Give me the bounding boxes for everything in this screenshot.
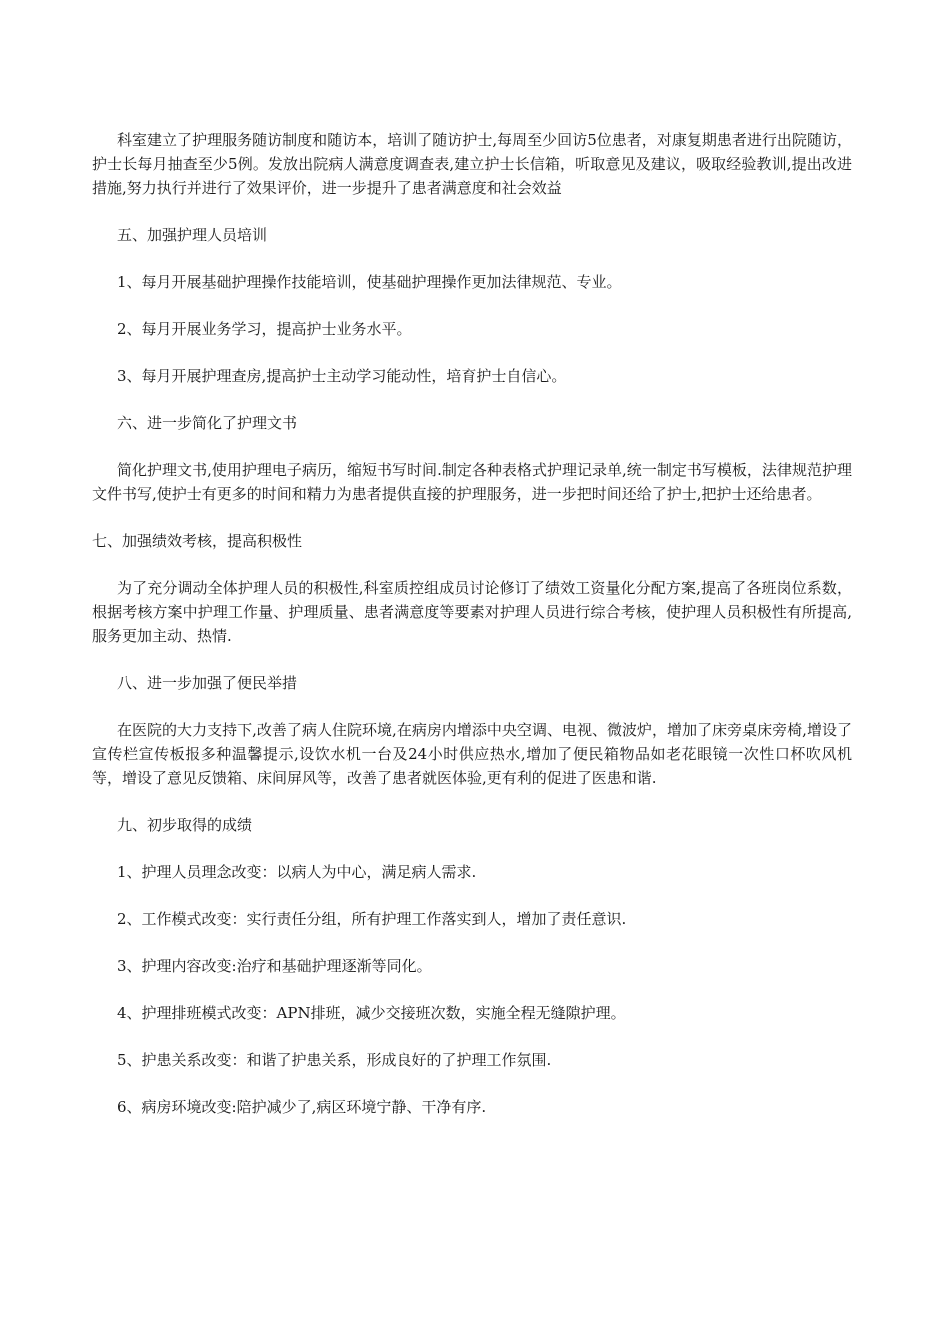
list-item: 2、每月开展业务学习，提高护士业务水平。	[117, 320, 412, 338]
paragraph-documents: 简化护理文书,使用护理电子病历，缩短书写时间.制定各种表格式护理记录单,统一制定书写模板，法律规范护理文件书写,使护士有更多的时间和精力为患者提供直接的护理服务，进一步把时间还给了护士,把护士还给患者。	[92, 461, 852, 503]
list-item: 3、护理内容改变:治疗和基础护理逐渐等同化。	[117, 957, 432, 975]
heading-section-9: 九、初步取得的成绩	[117, 816, 253, 834]
list-item: 1、护理人员理念改变：以病人为中心，满足病人需求.	[117, 863, 477, 881]
heading-section-8: 八、进一步加强了便民举措	[117, 674, 298, 692]
list-item: 5、护患关系改变：和谐了护患关系，形成良好的了护理工作氛围.	[117, 1051, 552, 1069]
heading-section-5: 五、加强护理人员培训	[117, 226, 268, 244]
paragraph-followup: 科室建立了护理服务随访制度和随访本，培训了随访护士,每周至少回访5位患者，对康复期患者进行出院随访，护士长每月抽查至少5例。发放出院病人满意度调查表,建立护士长信箱，听取意见及建议，吸取经验教训,提出改进措施,努力执行并进行了效果评价，进一步提升了患者满意度和社会效益	[92, 131, 852, 197]
document-page	[92, 128, 852, 1142]
list-item: 4、护理排班模式改变：APN排班，减少交接班次数，实施全程无缝隙护理。	[117, 1004, 626, 1022]
paragraph-convenience: 在医院的大力支持下,改善了病人住院环境,在病房内增添中央空调、电视、微波炉，增加了床旁桌床旁椅,增设了宣传栏宣传板报多种温馨提示,设饮水机一台及24小时供应热水,增加了便民箱物品如老花眼镜一次性口杯吹风机等，增设了意见反馈箱、床间屏风等，改善了患者就医体验,更有利的促进了医患和谐.	[92, 721, 852, 787]
heading-section-7: 七、加强绩效考核，提高积极性	[92, 532, 303, 550]
heading-section-6: 六、进一步简化了护理文书	[117, 414, 298, 432]
list-item: 3、每月开展护理查房,提高护士主动学习能动性，培育护士自信心。	[117, 367, 567, 385]
list-item: 1、每月开展基础护理操作技能培训，使基础护理操作更加法律规范、专业。	[117, 273, 622, 291]
list-item: 2、工作模式改变：实行责任分组，所有护理工作落实到人，增加了责任意识.	[117, 910, 627, 928]
paragraph-performance: 为了充分调动全体护理人员的积极性,科室质控组成员讨论修订了绩效工资量化分配方案,提高了各班岗位系数，根据考核方案中护理工作量、护理质量、患者满意度等要素对护理人员进行综合考核，使护理人员积极性有所提高,服务更加主动、热情.	[92, 579, 852, 645]
list-item: 6、病房环境改变:陪护减少了,病区环境宁静、干净有序.	[117, 1098, 487, 1116]
